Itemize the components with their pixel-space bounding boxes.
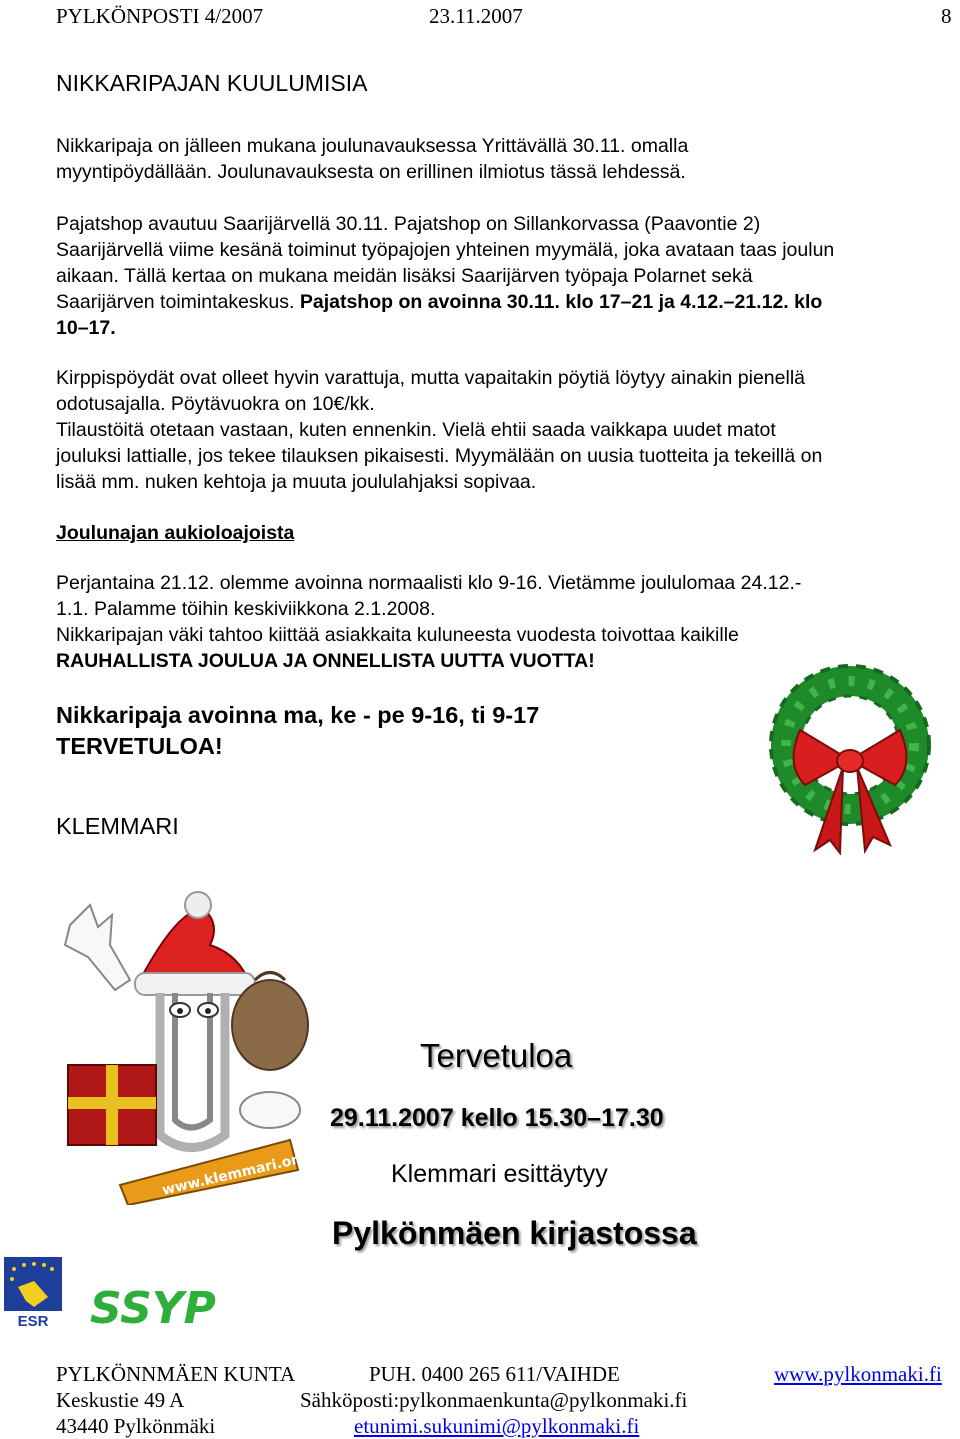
holiday-paragraph [56, 570, 801, 674]
footer-website-link[interactable]: www.pylkonmaki.fi [774, 1362, 942, 1386]
invite-title: Tervetuloa [420, 1037, 573, 1074]
text-line: myyntipöydällään. Joulunavauksesta on erillinen ilmiotus tässä lehdessä. [56, 161, 686, 183]
text-line: Perjantaina 21.12. olemme avoinna normaalisti klo 9-16. Vietämme joululomaa 24.12.- [56, 572, 802, 594]
invite-time: 29.11.2007 kello 15.30–17.30 [330, 1104, 664, 1132]
klemmari-mascot-illustration [40, 885, 340, 1205]
text-line: lisää mm. nuken kehtoja ja muuta joululahjaksi sopivaa. [56, 471, 537, 493]
paragraph-3 [56, 365, 822, 495]
text-line: jouluksi lattialle, jos tekee tilauksen pikaisesti. Myymälään on uusia tuotteita ja tekeillä on [56, 445, 823, 467]
text-line: Kirppispöydät ovat olleet hyvin varattuja, mutta vapaitakin pöytiä löytyy ainakin pienellä [56, 367, 806, 389]
open-hours-text: Nikkaripaja avoinna ma, ke - pe 9-16, ti 9-17 [56, 702, 540, 728]
header-date: 23.11.2007 [429, 4, 523, 28]
text-line: Saarijärvellä viime kesänä toiminut työpajojen yhteinen myymälä, joka avataan taas joulun [56, 239, 835, 261]
esr-logo-text: ESR [17, 1313, 49, 1329]
footer-street: Keskustie 49 A [56, 1388, 185, 1412]
text-line: aikaan. Tällä kertaa on mukana meidän lisäksi Saarijärven työpaja Polarnet sekä [56, 265, 753, 287]
christmas-wreath-icon [755, 655, 945, 855]
text-line: 1.1. Palamme töihin keskiviikkona 2.1.2008. [56, 598, 436, 620]
invite-text: Klemmari esittäytyy [391, 1160, 608, 1188]
header-publication: PYLKÖNPOSTI 4/2007 [56, 4, 264, 28]
text-line [56, 289, 834, 315]
text-normal: Saarijärven toimintakeskus. [56, 291, 300, 313]
banner-url: www.klemmari.org [160, 1149, 310, 1199]
text-line: odotusajalla. Pöytävuokra on 10€/kk. [56, 393, 375, 415]
ssyp-logo [88, 1283, 248, 1333]
paragraph-1 [56, 133, 688, 185]
holiday-heading: Joulunajan aukioloajoista [56, 522, 295, 544]
esr-logo [4, 1257, 62, 1329]
text-line: Tilaustöitä otetaan vastaan, kuten ennenkin. Vielä ehtii saada vaikkapa uudet matot [56, 419, 776, 441]
footer-email-label: Sähköposti:pylkonmaenkunta@pylkonmaki.fi [300, 1388, 688, 1412]
text-line: Nikkaripaja on jälleen mukana joulunavauksessa Yrittävällä 30.11. omalla [56, 135, 689, 157]
welcome-text: TERVETULOA! [56, 733, 223, 759]
paragraph-2 [56, 211, 834, 341]
pajatshop-hours: Pajatshop on avoinna 30.11. klo 17–21 ja 4.12.–21.12. klo [299, 291, 823, 313]
text-line: Pajatshop avautuu Saarijärvellä 30.11. Pajatshop on Sillankorvassa (Paavontie 2) [56, 213, 761, 235]
text-line: Nikkaripajan väki tahtoo kiittää asiakkaita kuluneesta vuodesta toivottaa kaikille [56, 624, 739, 646]
klemmari-heading: KLEMMARI [56, 813, 179, 839]
header-page-number: 8 [941, 4, 952, 28]
footer-org: PYLKÖNNMÄEN KUNTA [56, 1362, 296, 1386]
footer-email-link[interactable]: etunimi.sukunimi@pylkonmaki.fi [354, 1414, 640, 1438]
footer-postal: 43440 Pylkönmäki [56, 1414, 216, 1438]
greeting: RAUHALLISTA JOULUA JA ONNELLISTA UUTTA VUOTTA! [56, 650, 595, 672]
open-hours [56, 700, 539, 762]
pajatshop-hours-cont: 10–17. [56, 317, 116, 339]
ssyp-logo-text: SSYP [90, 1283, 216, 1333]
invite-place: Pylkönmäen kirjastossa [332, 1215, 697, 1251]
footer-phone: PUH. 0400 265 611/VAIHDE [369, 1362, 620, 1386]
article-title: NIKKARIPAJAN KUULUMISIA [56, 70, 368, 96]
